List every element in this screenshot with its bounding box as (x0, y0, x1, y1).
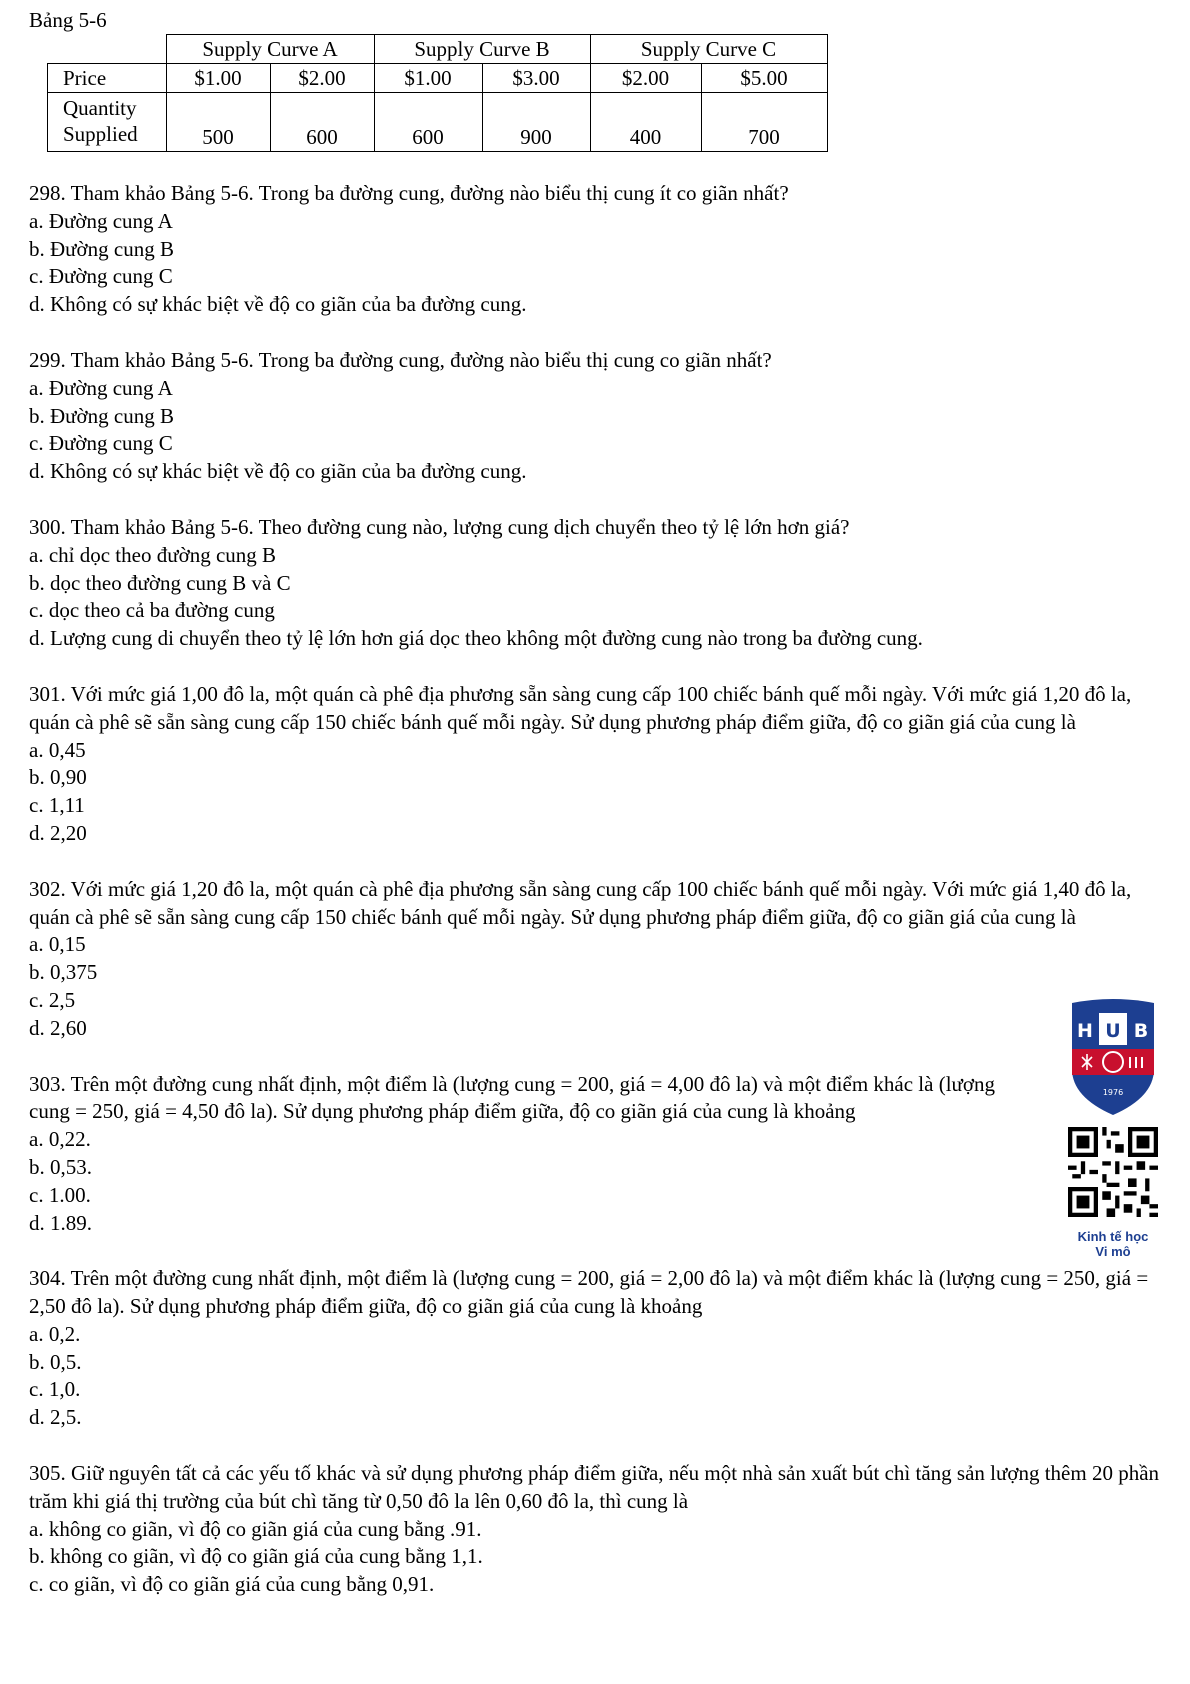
quantity-row (48, 93, 828, 152)
question-303 (29, 1071, 1169, 1238)
price-cell: $1.00 (374, 64, 482, 93)
quantity-cell: 600 (374, 93, 482, 152)
option-c: c. dọc theo cả ba đường cung (29, 598, 275, 623)
logo-letter-h: H (1077, 1020, 1093, 1042)
price-cell: $2.00 (270, 64, 374, 93)
logo-year: 1976 (1102, 1088, 1124, 1097)
question-300 (29, 514, 1169, 653)
question-stem: 304. Trên một đường cung nhất định, một điểm là (lượng cung = 200, giá = 2,00 đô la) và một điểm khác là (lượng cung = 250, giá = 2,50 đô la). Sử dụng phương pháp điểm giữa, độ co giãn giá của cung là khoảng (29, 1266, 1149, 1319)
option-a: a. Đường cung A (29, 375, 173, 400)
option-c: c. Đường cung C (29, 264, 173, 289)
quantity-label (48, 93, 167, 152)
question-302 (29, 876, 1169, 1043)
hub-logo (1068, 997, 1158, 1259)
question-stem: 303. Trên một đường cung nhất định, một điểm là (lượng cung = 200, giá = 4,00 đô la) và một điểm khác là (lượng cung = 250, giá = 4,50 đô la). Sử dụng phương pháp điểm giữa, độ co giãn giá của cung là khoảng (29, 1071, 996, 1124)
option-b: b. 0,53. (29, 1154, 92, 1179)
question-stem: 300. Tham khảo Bảng 5-6. Theo đường cung nào, lượng cung dịch chuyển theo tỷ lệ lớn hơn giá? (29, 514, 850, 539)
question-stem: 301. Với mức giá 1,00 đô la, một quán cà phê địa phương sẵn sàng cung cấp 100 chiếc bánh quế mỗi ngày. Với mức giá 1,20 đô la, quán cà phê sẽ sẵn sàng cung cấp 150 chiếc bánh quế mỗi ngày. Sử dụng phương pháp điểm giữa, độ co giãn giá của cung là (29, 681, 1132, 734)
option-d: d. 2,5. (29, 1405, 82, 1430)
option-d: d. Không có sự khác biệt về độ co giãn của ba đường cung. (29, 459, 527, 484)
quantity-cell: 900 (482, 93, 590, 152)
option-a: a. chỉ dọc theo đường cung B (29, 542, 277, 567)
price-row (48, 64, 828, 93)
hub-shield-icon (1068, 997, 1158, 1117)
header-supply-curve-b: Supply Curve B (374, 35, 590, 64)
option-a: a. 0,45 (29, 737, 86, 762)
table-corner-cell (48, 35, 167, 64)
logo-caption-line1: Kinh tế học (1077, 1229, 1149, 1244)
questions-list (29, 180, 1169, 1627)
quantity-cell: 700 (701, 93, 827, 152)
price-cell: $2.00 (590, 64, 701, 93)
header-supply-curve-c: Supply Curve C (590, 35, 827, 64)
price-cell: $5.00 (701, 64, 827, 93)
option-a: a. 0,2. (29, 1321, 81, 1346)
option-a: a. 0,15 (29, 932, 86, 957)
table-title: Bảng 5-6 (29, 8, 107, 32)
price-cell: $1.00 (166, 64, 270, 93)
price-label: Price (48, 64, 167, 93)
supply-table (47, 34, 828, 152)
option-b: b. 0,5. (29, 1349, 82, 1374)
question-298 (29, 180, 1169, 319)
question-stem: 302. Với mức giá 1,20 đô la, một quán cà phê địa phương sẵn sàng cung cấp 100 chiếc bánh quế mỗi ngày. Với mức giá 1,40 đô la, quán cà phê sẽ sẵn sàng cung cấp 150 chiếc bánh quế mỗi ngày. Sử dụng phương pháp điểm giữa, độ co giãn giá của cung là (29, 876, 1132, 929)
option-d: d. 2,20 (29, 820, 87, 845)
question-stem: 299. Tham khảo Bảng 5-6. Trong ba đường cung, đường nào biểu thị cung co giãn nhất? (29, 347, 772, 372)
price-cell: $3.00 (482, 64, 590, 93)
option-c: c. 1,0. (29, 1377, 81, 1402)
option-b: b. Đường cung B (29, 236, 174, 261)
option-a: a. Đường cung A (29, 208, 173, 233)
quantity-cell: 600 (270, 93, 374, 152)
logo-caption-line2: Vi mô (1095, 1244, 1131, 1259)
qr-code-icon (1068, 1127, 1158, 1217)
quantity-label-line1: Quantity (63, 96, 137, 120)
logo-letter-b: B (1133, 1020, 1149, 1042)
option-d: d. Không có sự khác biệt về độ co giãn của ba đường cung. (29, 292, 527, 317)
quantity-label-line2: Supplied (63, 122, 138, 146)
option-b: b. dọc theo đường cung B và C (29, 570, 291, 595)
option-a: a. không co giãn, vì độ co giãn giá của cung bằng .91. (29, 1516, 482, 1541)
option-c: c. 2,5 (29, 987, 76, 1012)
option-c: c. 1,11 (29, 793, 85, 818)
option-d: d. 1.89. (29, 1210, 92, 1235)
option-a: a. 0,22. (29, 1127, 91, 1152)
question-304 (29, 1265, 1169, 1432)
option-d: d. 2,60 (29, 1015, 87, 1040)
option-c: c. 1.00. (29, 1182, 91, 1207)
question-stem: 298. Tham khảo Bảng 5-6. Trong ba đường cung, đường nào biểu thị cung ít co giãn nhất? (29, 181, 789, 205)
question-299 (29, 347, 1169, 486)
option-c: c. co giãn, vì độ co giãn giá của cung bằng 0,91. (29, 1572, 435, 1597)
option-b: b. 0,90 (29, 765, 87, 790)
question-301 (29, 681, 1169, 848)
question-305 (29, 1460, 1169, 1599)
option-b: b. Đường cung B (29, 403, 174, 428)
option-d: d. Lượng cung di chuyển theo tỷ lệ lớn hơn giá dọc theo không một đường cung nào trong ba đường cung. (29, 626, 923, 651)
option-b: b. không co giãn, vì độ co giãn giá của cung bằng 1,1. (29, 1544, 483, 1569)
logo-letter-u: U (1105, 1020, 1121, 1042)
quantity-cell: 400 (590, 93, 701, 152)
table-header-row (48, 35, 828, 64)
option-b: b. 0,375 (29, 960, 98, 985)
question-stem: 305. Giữ nguyên tất cả các yếu tố khác và sử dụng phương pháp điểm giữa, nếu một nhà sản xuất bút chì tăng sản lượng thêm 20 phần trăm khi giá thị trường của bút chì tăng từ 0,50 đô la lên 0,60 đô la, thì cung là (29, 1461, 1160, 1513)
option-c: c. Đường cung C (29, 431, 173, 456)
header-supply-curve-a: Supply Curve A (166, 35, 374, 64)
quantity-cell: 500 (166, 93, 270, 152)
